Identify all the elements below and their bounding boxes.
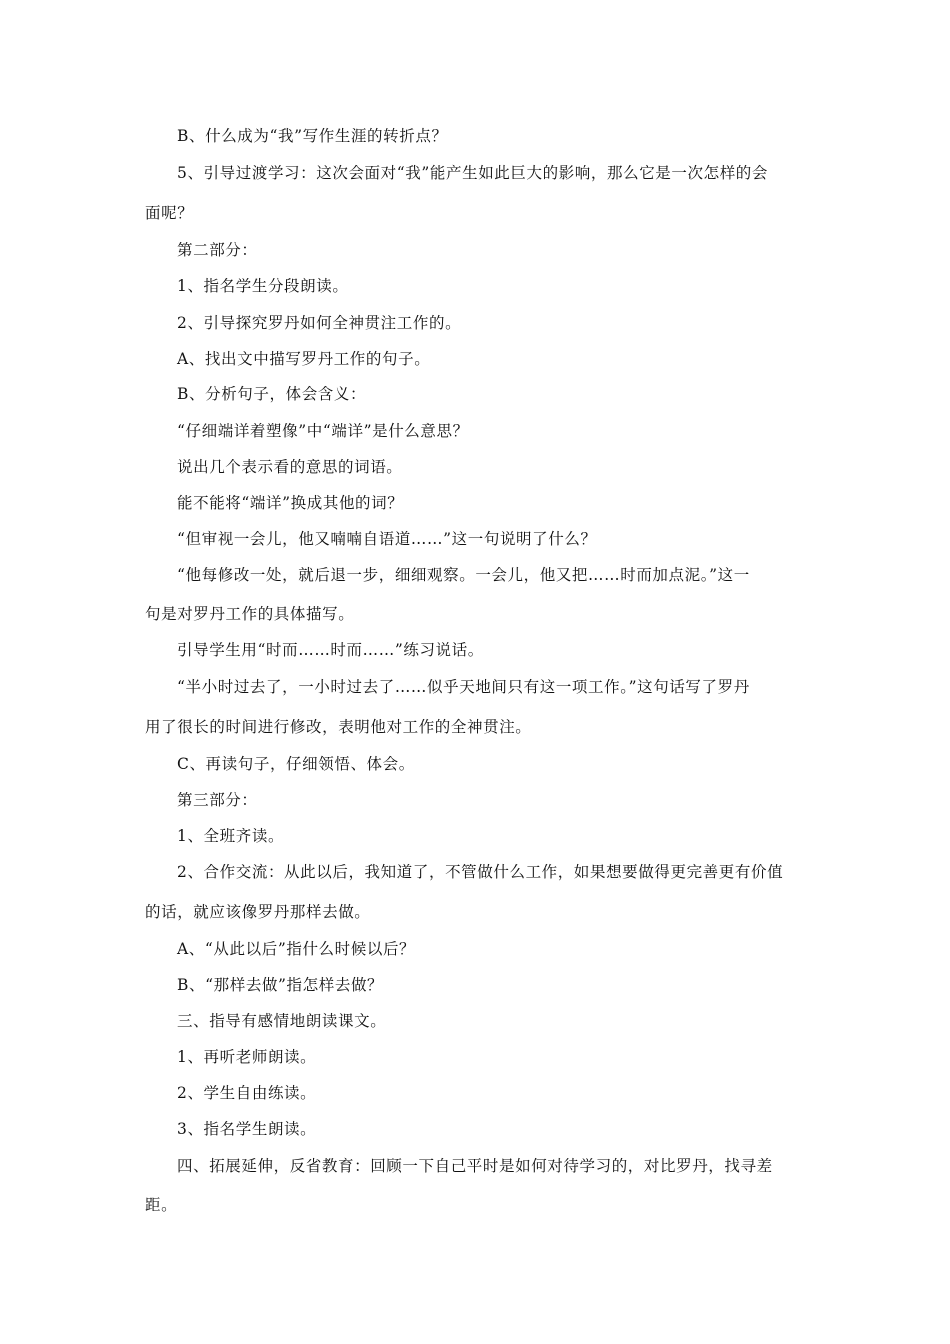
text-line: “仔细端详着塑像”中“端详”是什么意思？: [177, 422, 469, 440]
text-line: 引导学生用“时而……时而……”练习说话。: [177, 641, 484, 659]
text-line: 2、学生自由练读。: [177, 1084, 317, 1102]
text-line: “但审视一会儿，他又喃喃自语道……”这一句说明了什么？: [177, 530, 597, 548]
text-line: 用了很长的时间进行修改，表明他对工作的全神贯注。: [145, 718, 532, 736]
text-line: B、分析句子，体会含义：: [177, 385, 367, 403]
text-line: 3、指名学生朗读。: [177, 1120, 317, 1138]
text-line: A、“从此以后”指什么时候以后？: [177, 940, 416, 958]
section-heading: 第二部分：: [177, 241, 258, 259]
text-line: A、找出文中描写罗丹工作的句子。: [177, 350, 431, 368]
text-line: B、什么成为“我”写作生涯的转折点？: [177, 127, 448, 145]
text-line: 说出几个表示看的意思的词语。: [177, 458, 403, 476]
text-line: B、“那样去做”指怎样去做？: [177, 976, 384, 994]
text-line: 5、引导过渡学习：这次会面对“我”能产生如此巨大的影响，那么它是一次怎样的会: [177, 164, 769, 182]
text-line: “半小时过去了，一小时过去了……似乎天地间只有这一项工作。”这句话写了罗丹: [177, 678, 750, 696]
text-line: 2、合作交流：从此以后，我知道了，不管做什么工作，如果想要做得更完善更有价值: [177, 863, 784, 881]
section-heading: 四、拓展延伸，反省教育：回顾一下自己平时是如何对待学习的，对比罗丹，找寻差: [177, 1157, 773, 1175]
section-heading: 三、指导有感情地朗读课文。: [177, 1012, 387, 1030]
text-line: 面呢？: [145, 204, 194, 222]
section-heading: 第三部分：: [177, 791, 258, 809]
text-line: C、再读句子，仔细领悟、体会。: [177, 755, 415, 773]
text-line: 的话，就应该像罗丹那样去做。: [145, 903, 371, 921]
text-line: “他每修改一处，就后退一步，细细观察。一会儿，他又把……时而加点泥。”这一: [177, 566, 750, 584]
text-line: 距。: [145, 1196, 178, 1214]
text-line: 1、全班齐读。: [177, 827, 285, 845]
text-line: 1、再听老师朗读。: [177, 1048, 317, 1066]
text-line: 2、引导探究罗丹如何全神贯注工作的。: [177, 314, 462, 332]
text-line: 句是对罗丹工作的具体描写。: [145, 605, 355, 623]
text-line: 1、指名学生分段朗读。: [177, 277, 349, 295]
text-line: 能不能将“端详”换成其他的词？: [177, 494, 404, 512]
